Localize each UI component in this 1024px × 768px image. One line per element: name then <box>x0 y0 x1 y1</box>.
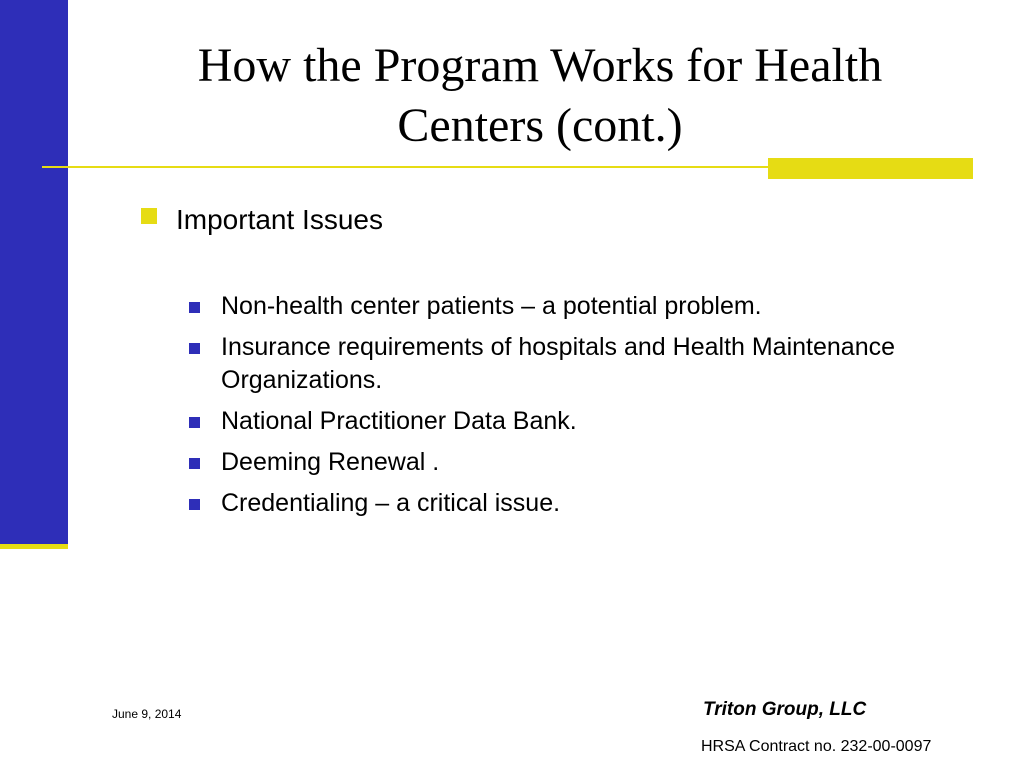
slide-title-line-1: How the Program Works for Health <box>197 39 883 92</box>
sub-bullet-text: Insurance requirements of hospitals and Health Maintenance Organizations. <box>221 333 896 394</box>
sub-bullet-item <box>189 446 949 479</box>
blue-square-bullet-icon <box>189 343 200 354</box>
sub-bullet-item <box>189 487 949 520</box>
left-bar-accent-line <box>0 544 68 549</box>
blue-square-bullet-icon <box>189 458 200 469</box>
sub-bullet-text: Deeming Renewal . <box>221 448 440 476</box>
slide-title-line-2: Centers (cont.) <box>397 99 683 152</box>
sub-bullet-text: National Practitioner Data Bank. <box>221 407 577 435</box>
sub-bullet-item <box>189 331 949 397</box>
sub-bullet-list <box>189 290 949 528</box>
blue-square-bullet-icon <box>189 417 200 428</box>
main-bullet <box>141 200 383 240</box>
main-bullet-text: Important Issues <box>176 204 383 235</box>
left-decorative-bar <box>0 0 68 546</box>
title-underline <box>42 166 768 168</box>
sub-bullet-text: Non-health center patients – a potential problem. <box>221 292 762 320</box>
sub-bullet-item <box>189 290 949 323</box>
sub-bullet-item <box>189 405 949 438</box>
yellow-square-bullet-icon <box>141 208 157 224</box>
sub-bullet-text: Credentialing – a critical issue. <box>221 489 561 517</box>
footer-contract: HRSA Contract no. 232-00-0097 <box>701 738 932 755</box>
footer-date: June 9, 2014 <box>112 707 182 721</box>
slide-title <box>100 36 980 156</box>
blue-square-bullet-icon <box>189 499 200 510</box>
blue-square-bullet-icon <box>189 302 200 313</box>
title-underline-block <box>768 158 973 179</box>
footer-company: Triton Group, LLC <box>703 699 867 720</box>
